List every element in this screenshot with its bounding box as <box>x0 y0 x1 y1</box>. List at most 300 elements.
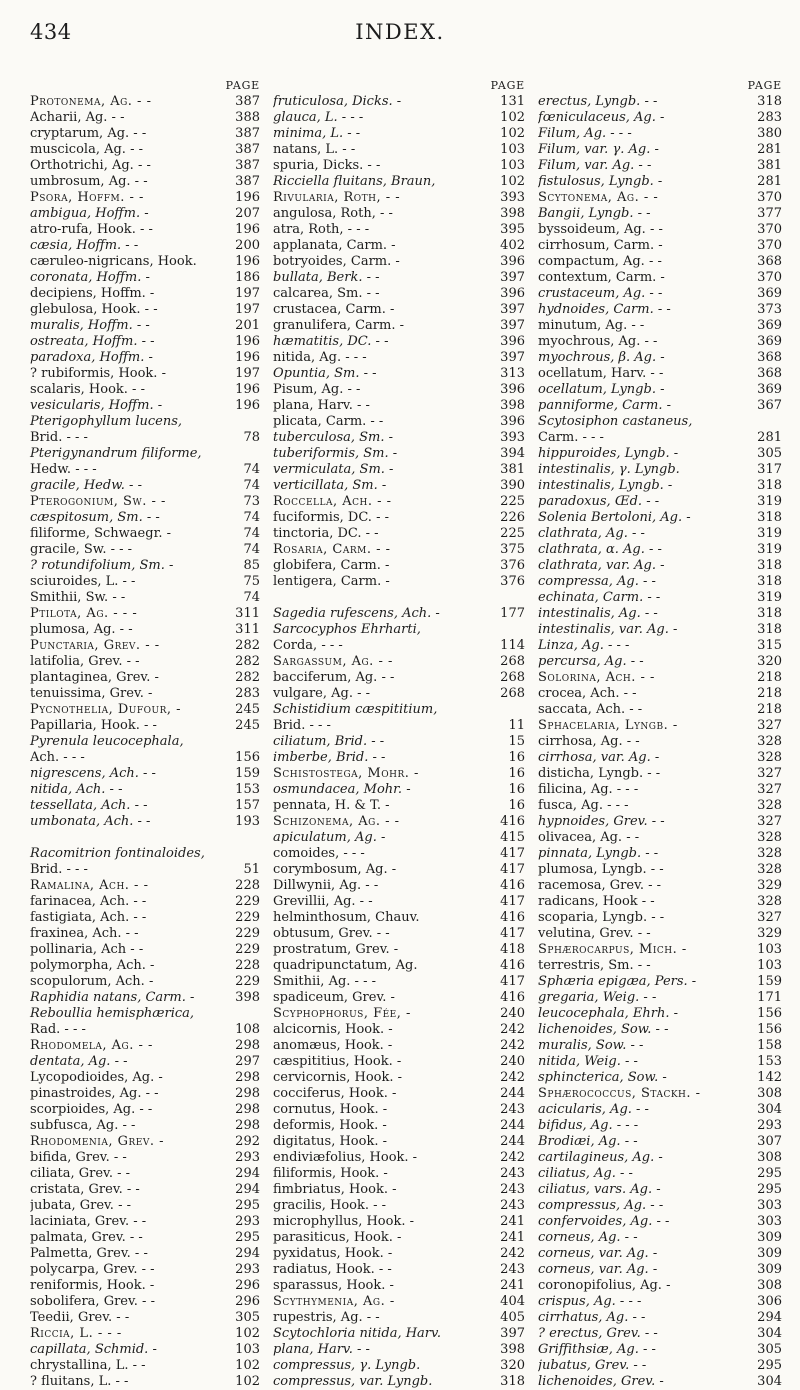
entry-page: 397 <box>500 318 525 333</box>
entry-page: 153 <box>757 1054 782 1069</box>
entry-name: Filum, var. γ. Ag. - <box>538 142 659 157</box>
entry-page: 416 <box>500 814 525 829</box>
entry-name: cirrhosum, Carm. - <box>538 238 663 253</box>
entry-name: confervoides, Ag. - - <box>538 1214 670 1229</box>
entry-name: decipiens, Hoffm. - <box>30 286 155 301</box>
entry-page: 416 <box>500 910 525 925</box>
entry-name: scopulorum, Ach. - <box>30 974 154 989</box>
entry-page: 416 <box>500 958 525 973</box>
entry-page: 298 <box>235 1102 260 1117</box>
entry-page: 373 <box>757 302 782 317</box>
entry-name: plantaginea, Grev. - <box>30 670 159 685</box>
entry-name: cæruleo-nigricans, Hook. <box>30 254 197 269</box>
entry-name: calcarea, Sm. - - <box>273 286 380 301</box>
entry-page: 240 <box>500 1054 525 1069</box>
entry-list <box>538 94 782 1390</box>
entry-name: bifidus, Ag. - - - <box>538 1118 639 1133</box>
entry-name: Carm. - - - <box>538 430 604 445</box>
index-entry <box>538 270 782 286</box>
index-entry <box>30 1038 260 1054</box>
entry-name: tessellata, Ach. - - <box>30 798 148 813</box>
index-entry <box>273 286 525 302</box>
entry-name: endiviæfolius, Hook. - <box>273 1150 418 1165</box>
entry-page: 319 <box>757 494 782 509</box>
index-entry <box>273 414 525 430</box>
index-entry <box>273 654 525 670</box>
entry-page: 131 <box>500 94 525 109</box>
entry-name: intestinalis, Lyngb. - <box>538 478 673 493</box>
entry-name: clathrata, var. Ag. - <box>538 558 665 573</box>
entry-name: sciuroides, L. - - <box>30 574 136 589</box>
index-entry <box>273 1006 525 1022</box>
entry-name: myochrous, Ag. - - <box>538 334 658 349</box>
index-entry <box>273 894 525 910</box>
entry-name: filiformis, Hook. - <box>273 1166 388 1181</box>
index-entry <box>30 1326 260 1342</box>
entry-name: crispus, Ag. - - - <box>538 1294 642 1309</box>
entry-page: 319 <box>757 526 782 541</box>
entry-page: 16 <box>508 798 525 813</box>
index-entry <box>538 446 782 462</box>
entry-page: 103 <box>235 1342 260 1357</box>
entry-page: 368 <box>757 254 782 269</box>
index-entry <box>538 350 782 366</box>
entry-page: 156 <box>757 1022 782 1037</box>
entry-name: Pyrenula leucocephala, <box>30 734 184 749</box>
index-entry <box>538 366 782 382</box>
entry-name: quadripunctatum, Ag. <box>273 958 418 973</box>
entry-name: atra, Roth, - - - <box>273 222 370 237</box>
index-entry <box>538 1070 782 1086</box>
entry-page: 377 <box>757 206 782 221</box>
entry-page: 370 <box>757 270 782 285</box>
index-entry <box>538 990 782 1006</box>
index-entry <box>30 1230 260 1246</box>
entry-name: Rosaria, Carm. - - <box>273 542 391 557</box>
index-entry <box>30 382 260 398</box>
entry-name: sobolifera, Grev. - - <box>30 1294 155 1309</box>
entry-name: plana, Harv. - - <box>273 398 370 413</box>
entry-page: 74 <box>243 542 260 557</box>
entry-name: Sagedia rufescens, Ach. - <box>273 606 440 621</box>
entry-page: 367 <box>757 398 782 413</box>
index-entry <box>30 446 260 462</box>
entry-page: 156 <box>757 1006 782 1021</box>
index-entry <box>30 94 260 110</box>
index-entry <box>273 398 525 414</box>
index-entry <box>30 1262 260 1278</box>
entry-name: applanata, Carm. - <box>273 238 396 253</box>
entry-page: 225 <box>500 526 525 541</box>
index-entry <box>273 734 525 750</box>
entry-page: 418 <box>500 942 525 957</box>
entry-name: lentigera, Carm. - <box>273 574 390 589</box>
entry-name: hydnoides, Carm. - - <box>538 302 671 317</box>
entry-name: Scytonema, Ag. - - <box>538 190 659 205</box>
entry-name: Brid. - - - <box>273 718 331 733</box>
entry-name: tuberiformis, Sm. - <box>273 446 398 461</box>
index-entry <box>30 1086 260 1102</box>
index-column-3 <box>538 78 782 1389</box>
entry-page: 196 <box>235 382 260 397</box>
entry-page: 103 <box>757 942 782 957</box>
entry-page: 243 <box>500 1182 525 1197</box>
index-entry <box>538 1150 782 1166</box>
entry-name: Racomitrion fontinaloides, <box>30 846 205 861</box>
index-entry <box>538 734 782 750</box>
entry-page: 228 <box>235 958 260 973</box>
index-entry <box>273 862 525 878</box>
entry-name: paradoxus, Œd. - - <box>538 494 660 509</box>
index-columns <box>30 78 782 1389</box>
entry-name: Solorina, Ach. - - <box>538 670 655 685</box>
entry-name: Sphæria epigæa, Pers. - <box>538 974 697 989</box>
index-entry <box>30 1022 260 1038</box>
entry-name: lichenoides, Grev. - <box>538 1374 664 1389</box>
index-entry <box>273 1214 525 1230</box>
entry-page: 313 <box>500 366 525 381</box>
entry-page: 197 <box>235 302 260 317</box>
index-entry <box>538 222 782 238</box>
entry-page: 381 <box>757 158 782 173</box>
entry-page: 243 <box>500 1102 525 1117</box>
entry-page: 294 <box>235 1166 260 1181</box>
entry-page: 114 <box>500 638 525 653</box>
entry-page: 200 <box>235 238 260 253</box>
entry-name: ? rotundifolium, Sm. - <box>30 558 174 573</box>
entry-page: 283 <box>235 686 260 701</box>
index-entry <box>30 990 260 1006</box>
index-entry <box>30 462 260 478</box>
entry-name: nitida, Ach. - - <box>30 782 123 797</box>
index-entry <box>30 302 260 318</box>
entry-page: 397 <box>500 350 525 365</box>
index-entry <box>30 654 260 670</box>
entry-page: 242 <box>500 1070 525 1085</box>
entry-name: pennata, H. & T. - <box>273 798 390 813</box>
entry-name: corneus, var. Ag. - <box>538 1246 658 1261</box>
index-entry <box>273 174 525 190</box>
index-entry <box>273 1118 525 1134</box>
index-entry <box>538 782 782 798</box>
entry-page: 268 <box>500 686 525 701</box>
entry-page: 197 <box>235 366 260 381</box>
entry-name: capillata, Schmid. - <box>30 1342 157 1357</box>
entry-page: 329 <box>757 878 782 893</box>
entry-name: bifida, Grev. - - <box>30 1150 127 1165</box>
index-entry <box>538 1038 782 1054</box>
index-entry <box>273 638 525 654</box>
entry-name: Brodiæi, Ag. - - <box>538 1134 638 1149</box>
entry-name: corneus, Ag. - - <box>538 1230 638 1245</box>
entry-page: 307 <box>757 1134 782 1149</box>
entry-page: 387 <box>235 94 260 109</box>
entry-name: Solenia Bertoloni, Ag. - <box>538 510 691 525</box>
index-entry <box>273 254 525 270</box>
index-entry <box>273 302 525 318</box>
entry-page: 243 <box>500 1198 525 1213</box>
entry-page: 417 <box>500 862 525 877</box>
entry-name: cryptarum, Ag. - - <box>30 126 147 141</box>
entry-page: 320 <box>757 654 782 669</box>
entry-name: Lycopodioides, Ag. - <box>30 1070 163 1085</box>
entry-page: 318 <box>757 574 782 589</box>
index-entry <box>30 510 260 526</box>
entry-name: fruticulosa, Dicks. - <box>273 94 402 109</box>
entry-name: erectus, Lyngb. - - <box>538 94 658 109</box>
entry-page: 308 <box>757 1086 782 1101</box>
entry-page: 197 <box>235 286 260 301</box>
index-entry <box>30 1214 260 1230</box>
index-entry <box>30 670 260 686</box>
entry-page: 328 <box>757 862 782 877</box>
index-entry <box>538 718 782 734</box>
entry-name: Papillaria, Hook. - - <box>30 718 157 733</box>
entry-page: 298 <box>235 1086 260 1101</box>
entry-page: 398 <box>500 398 525 413</box>
entry-name: tenuissima, Grev. - <box>30 686 153 701</box>
index-entry <box>30 526 260 542</box>
entry-name: olivacea, Ag. - - <box>538 830 640 845</box>
entry-page: 85 <box>243 558 260 573</box>
page-column-heading: PAGE <box>490 79 525 92</box>
entry-page: 398 <box>235 990 260 1005</box>
entry-page: 294 <box>757 1310 782 1325</box>
entry-name: cornutus, Hook. - <box>273 1102 388 1117</box>
entry-page: 16 <box>508 766 525 781</box>
entry-name: vesicularis, Hoffm. - <box>30 398 163 413</box>
entry-page: 218 <box>757 670 782 685</box>
index-entry <box>30 702 260 718</box>
entry-page: 404 <box>500 1294 525 1309</box>
index-entry <box>538 1006 782 1022</box>
entry-name: Scyphophorus, Fée, - <box>273 1006 411 1021</box>
index-entry <box>538 334 782 350</box>
entry-page: 370 <box>757 190 782 205</box>
entry-name: Sargassum, Ag. - - <box>273 654 393 669</box>
index-entry <box>30 718 260 734</box>
index-entry <box>538 606 782 622</box>
entry-page: 311 <box>235 606 260 621</box>
index-entry <box>273 798 525 814</box>
entry-name: cirrhosa, var. Ag. - <box>538 750 660 765</box>
entry-page: 201 <box>235 318 260 333</box>
entry-name: velutina, Grev. - - <box>538 926 651 941</box>
entry-page: 375 <box>500 542 525 557</box>
entry-name: imberbe, Brid. - - <box>273 750 386 765</box>
entry-page: 51 <box>243 862 260 877</box>
entry-page: 305 <box>757 1342 782 1357</box>
entry-page: 398 <box>500 1342 525 1357</box>
index-entry <box>30 830 260 846</box>
entry-page: 156 <box>235 750 260 765</box>
entry-name: fraxinea, Ach. - - <box>30 926 139 941</box>
entry-name: tuberculosa, Sm. - <box>273 430 394 445</box>
index-entry <box>273 158 525 174</box>
index-entry <box>273 1022 525 1038</box>
entry-page: 369 <box>757 382 782 397</box>
entry-name: lichenoides, Sow. - - <box>538 1022 669 1037</box>
entry-page: 245 <box>235 702 260 717</box>
entry-name: latifolia, Grev. - - <box>30 654 140 669</box>
entry-name: Linza, Ag. - - - <box>538 638 630 653</box>
entry-page: 305 <box>757 446 782 461</box>
entry-name: cæsia, Hoffm. - - <box>30 238 139 253</box>
entry-page: 241 <box>500 1278 525 1293</box>
entry-page: 78 <box>243 430 260 445</box>
index-entry <box>538 126 782 142</box>
index-entry <box>30 1278 260 1294</box>
index-entry <box>273 494 525 510</box>
index-entry <box>30 478 260 494</box>
index-entry <box>30 542 260 558</box>
entry-page: 304 <box>757 1374 782 1389</box>
entry-page: 242 <box>500 1246 525 1261</box>
entry-name: subfusca, Ag. - - <box>30 1118 136 1133</box>
entry-name: natans, L. - - <box>273 142 356 157</box>
index-entry <box>538 910 782 926</box>
index-entry <box>30 798 260 814</box>
entry-page: 159 <box>235 766 260 781</box>
index-entry <box>273 878 525 894</box>
index-entry <box>30 238 260 254</box>
index-entry <box>30 974 260 990</box>
index-entry <box>273 1358 525 1374</box>
entry-name: fœniculaceus, Ag. - <box>538 110 665 125</box>
index-entry <box>273 1246 525 1262</box>
entry-page: 229 <box>235 926 260 941</box>
entry-name: vermiculata, Sm. - <box>273 462 394 477</box>
entry-page: 368 <box>757 350 782 365</box>
entry-page: 229 <box>235 910 260 925</box>
entry-name: Corda, - - - <box>273 638 343 653</box>
entry-name: cæspititius, Hook. - <box>273 1054 402 1069</box>
entry-name: granulifera, Carm. - <box>273 318 404 333</box>
entry-name: Rad. - - - <box>30 1022 86 1037</box>
index-entry <box>538 510 782 526</box>
entry-page: 242 <box>500 1022 525 1037</box>
entry-name: jubata, Grev. - - <box>30 1198 131 1213</box>
index-entry <box>30 1374 260 1390</box>
entry-page: 103 <box>500 142 525 157</box>
index-entry <box>538 878 782 894</box>
index-entry <box>538 286 782 302</box>
index-entry <box>273 590 525 606</box>
entry-name: Reboullia hemisphærica, <box>30 1006 195 1021</box>
entry-name: helminthosum, Chauv. <box>273 910 420 925</box>
entry-name: cristata, Grev. - - <box>30 1182 140 1197</box>
entry-name: deformis, Hook. - <box>273 1118 387 1133</box>
entry-name: pinnata, Lyngb. - - <box>538 846 659 861</box>
entry-name: Pycnothelia, Dufour, - <box>30 702 182 717</box>
entry-page: 305 <box>235 1310 260 1325</box>
entry-name: Ricciella fluitans, Braun, <box>273 174 436 189</box>
entry-page: 317 <box>757 462 782 477</box>
entry-name: ciliatum, Brid. - - <box>273 734 385 749</box>
entry-page: 318 <box>757 478 782 493</box>
index-entry <box>273 94 525 110</box>
entry-page: 327 <box>757 782 782 797</box>
entry-page: 102 <box>500 174 525 189</box>
entry-name: spadiceum, Grev. - <box>273 990 395 1005</box>
entry-page: 397 <box>500 302 525 317</box>
index-entry <box>30 782 260 798</box>
entry-page: 327 <box>757 814 782 829</box>
entry-name: ostreata, Hoffm. - - <box>30 334 155 349</box>
entry-page: 74 <box>243 462 260 477</box>
index-entry <box>273 1182 525 1198</box>
entry-page: 196 <box>235 190 260 205</box>
index-entry <box>273 1054 525 1070</box>
entry-page: 295 <box>757 1166 782 1181</box>
entry-name: coronata, Hoffm. - <box>30 270 150 285</box>
index-entry <box>30 494 260 510</box>
index-entry <box>30 350 260 366</box>
entry-name: fistulosus, Lyngb. - <box>538 174 663 189</box>
entry-name: ambigua, Hoffm. - <box>30 206 149 221</box>
index-entry <box>273 238 525 254</box>
entry-name: Raphidia natans, Carm. - <box>30 990 195 1005</box>
entry-page: 295 <box>757 1358 782 1373</box>
index-entry <box>538 558 782 574</box>
entry-name: filiforme, Schwaegr. - <box>30 526 172 541</box>
entry-name: paradoxa, Hoffm. - <box>30 350 153 365</box>
index-entry <box>30 1006 260 1022</box>
entry-name: Rivularia, Roth, - - <box>273 190 401 205</box>
entry-page: 387 <box>235 142 260 157</box>
entry-page: 293 <box>235 1150 260 1165</box>
entry-name: crustacea, Carm. - <box>273 302 395 317</box>
index-entry <box>273 1166 525 1182</box>
entry-name: radicans, Hook - - <box>538 894 655 909</box>
entry-name: farinacea, Ach. - - <box>30 894 147 909</box>
entry-page: 393 <box>500 430 525 445</box>
entry-page: 281 <box>757 174 782 189</box>
entry-name: cæspitosum, Sm. - - <box>30 510 160 525</box>
index-entry <box>538 702 782 718</box>
entry-page: 304 <box>757 1102 782 1117</box>
page-title: INDEX. <box>355 20 445 44</box>
entry-page: 381 <box>500 462 525 477</box>
entry-name: vulgare, Ag. - - <box>273 686 371 701</box>
index-entry <box>273 942 525 958</box>
entry-name: muralis, Sow. - - <box>538 1038 644 1053</box>
entry-name: terrestris, Sm. - - <box>538 958 651 973</box>
index-entry <box>30 1342 260 1358</box>
entry-page: 397 <box>500 270 525 285</box>
entry-page: 369 <box>757 286 782 301</box>
index-entry <box>538 1262 782 1278</box>
entry-page: 16 <box>508 750 525 765</box>
entry-page: 283 <box>757 110 782 125</box>
entry-page: 241 <box>500 1214 525 1229</box>
entry-name: angulosa, Roth, - - <box>273 206 393 221</box>
entry-name: clathrata, Ag. - - <box>538 526 645 541</box>
index-entry <box>273 1342 525 1358</box>
entry-page: 244 <box>500 1134 525 1149</box>
entry-name: sphincterica, Sow. - <box>538 1070 667 1085</box>
entry-page: 157 <box>235 798 260 813</box>
entry-page: 328 <box>757 894 782 909</box>
entry-page: 102 <box>235 1374 260 1389</box>
entry-name: compressus, var. Lyngb. <box>273 1374 433 1389</box>
entry-name: contextum, Carm. - <box>538 270 665 285</box>
entry-name: Riccia, L. - - - <box>30 1326 122 1341</box>
index-entry <box>538 142 782 158</box>
index-entry <box>30 1198 260 1214</box>
entry-name: Ptilota, Ag. - - - <box>30 606 138 621</box>
index-entry <box>30 590 260 606</box>
